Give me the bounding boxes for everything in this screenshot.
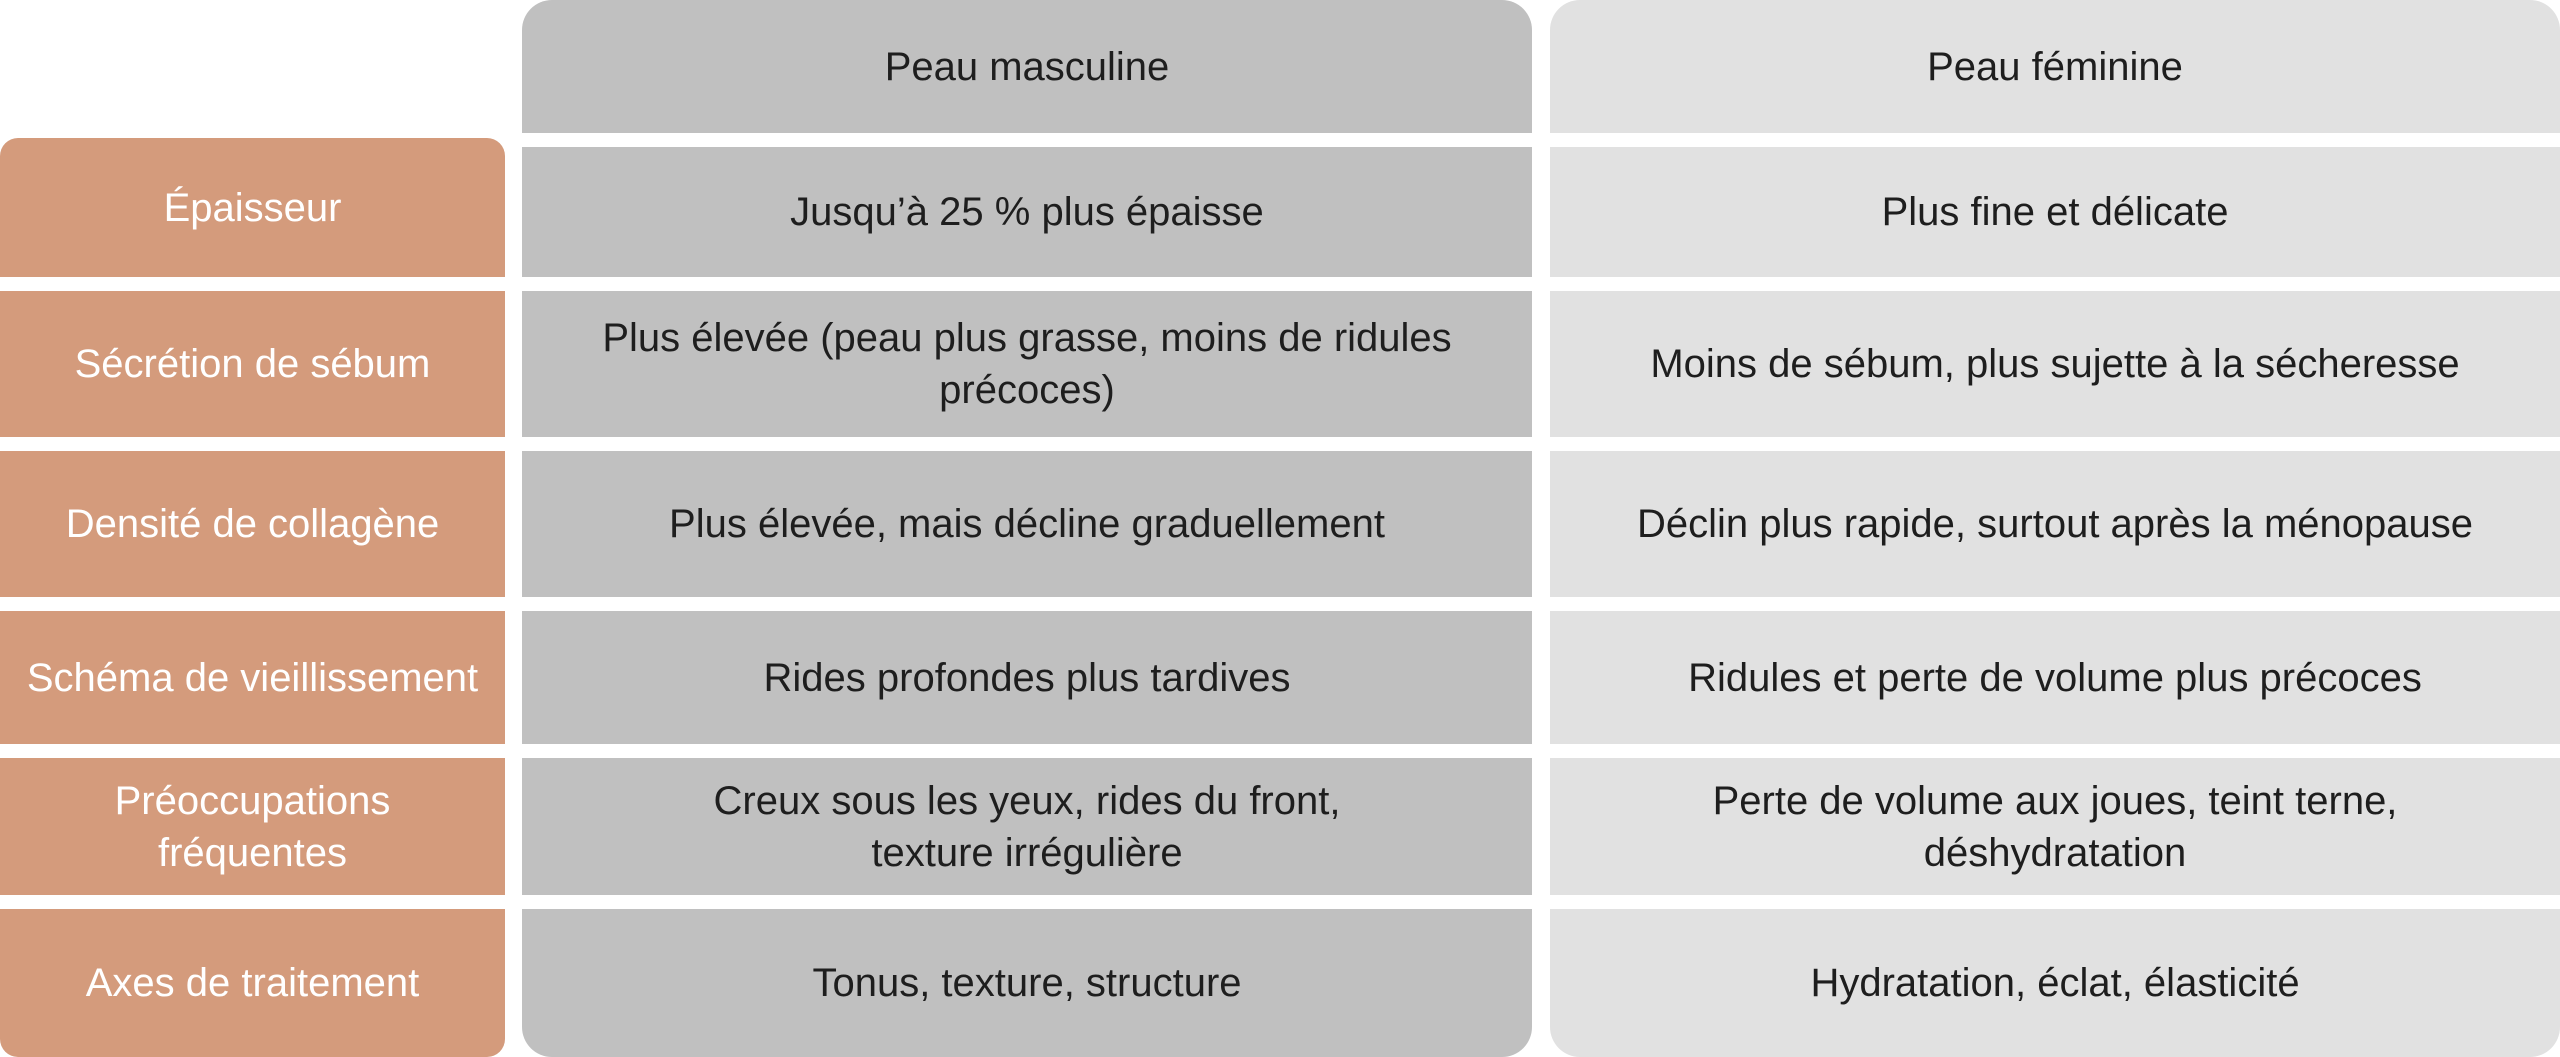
row-label-aging-pattern: Schéma de vieillissement: [0, 611, 505, 744]
row-label-thickness: Épaisseur: [0, 138, 505, 277]
cell-female-sebum: Moins de sébum, plus sujette à la sécheresse: [1550, 291, 2560, 437]
cell-female-concerns: Perte de volume aux joues, teint terne, déshydratation: [1550, 758, 2560, 895]
cell-male-aging-pattern: Rides profondes plus tardives: [522, 611, 1532, 744]
row-label-collagen: Densité de collagène: [0, 451, 505, 597]
cell-female-thickness: Plus fine et délicate: [1550, 147, 2560, 277]
header-male-skin: Peau masculine: [522, 0, 1532, 133]
cell-male-sebum: Plus élevée (peau plus grasse, moins de ridules précoces): [522, 291, 1532, 437]
cell-male-thickness: Jusqu’à 25 % plus épaisse: [522, 147, 1532, 277]
row-label-concerns: Préoccupations fréquentes: [0, 758, 505, 895]
cell-male-concerns: Creux sous les yeux, rides du front, texture irrégulière: [522, 758, 1532, 895]
cell-female-aging-pattern: Ridules et perte de volume plus précoces: [1550, 611, 2560, 744]
header-female-skin: Peau féminine: [1550, 0, 2560, 133]
cell-male-treatment: Tonus, texture, structure: [522, 909, 1532, 1057]
cell-female-collagen: Déclin plus rapide, surtout après la ménopause: [1550, 451, 2560, 597]
row-label-sebum: Sécrétion de sébum: [0, 291, 505, 437]
cell-male-collagen: Plus élevée, mais décline graduellement: [522, 451, 1532, 597]
cell-female-treatment: Hydratation, éclat, élasticité: [1550, 909, 2560, 1057]
row-label-treatment: Axes de traitement: [0, 909, 505, 1057]
